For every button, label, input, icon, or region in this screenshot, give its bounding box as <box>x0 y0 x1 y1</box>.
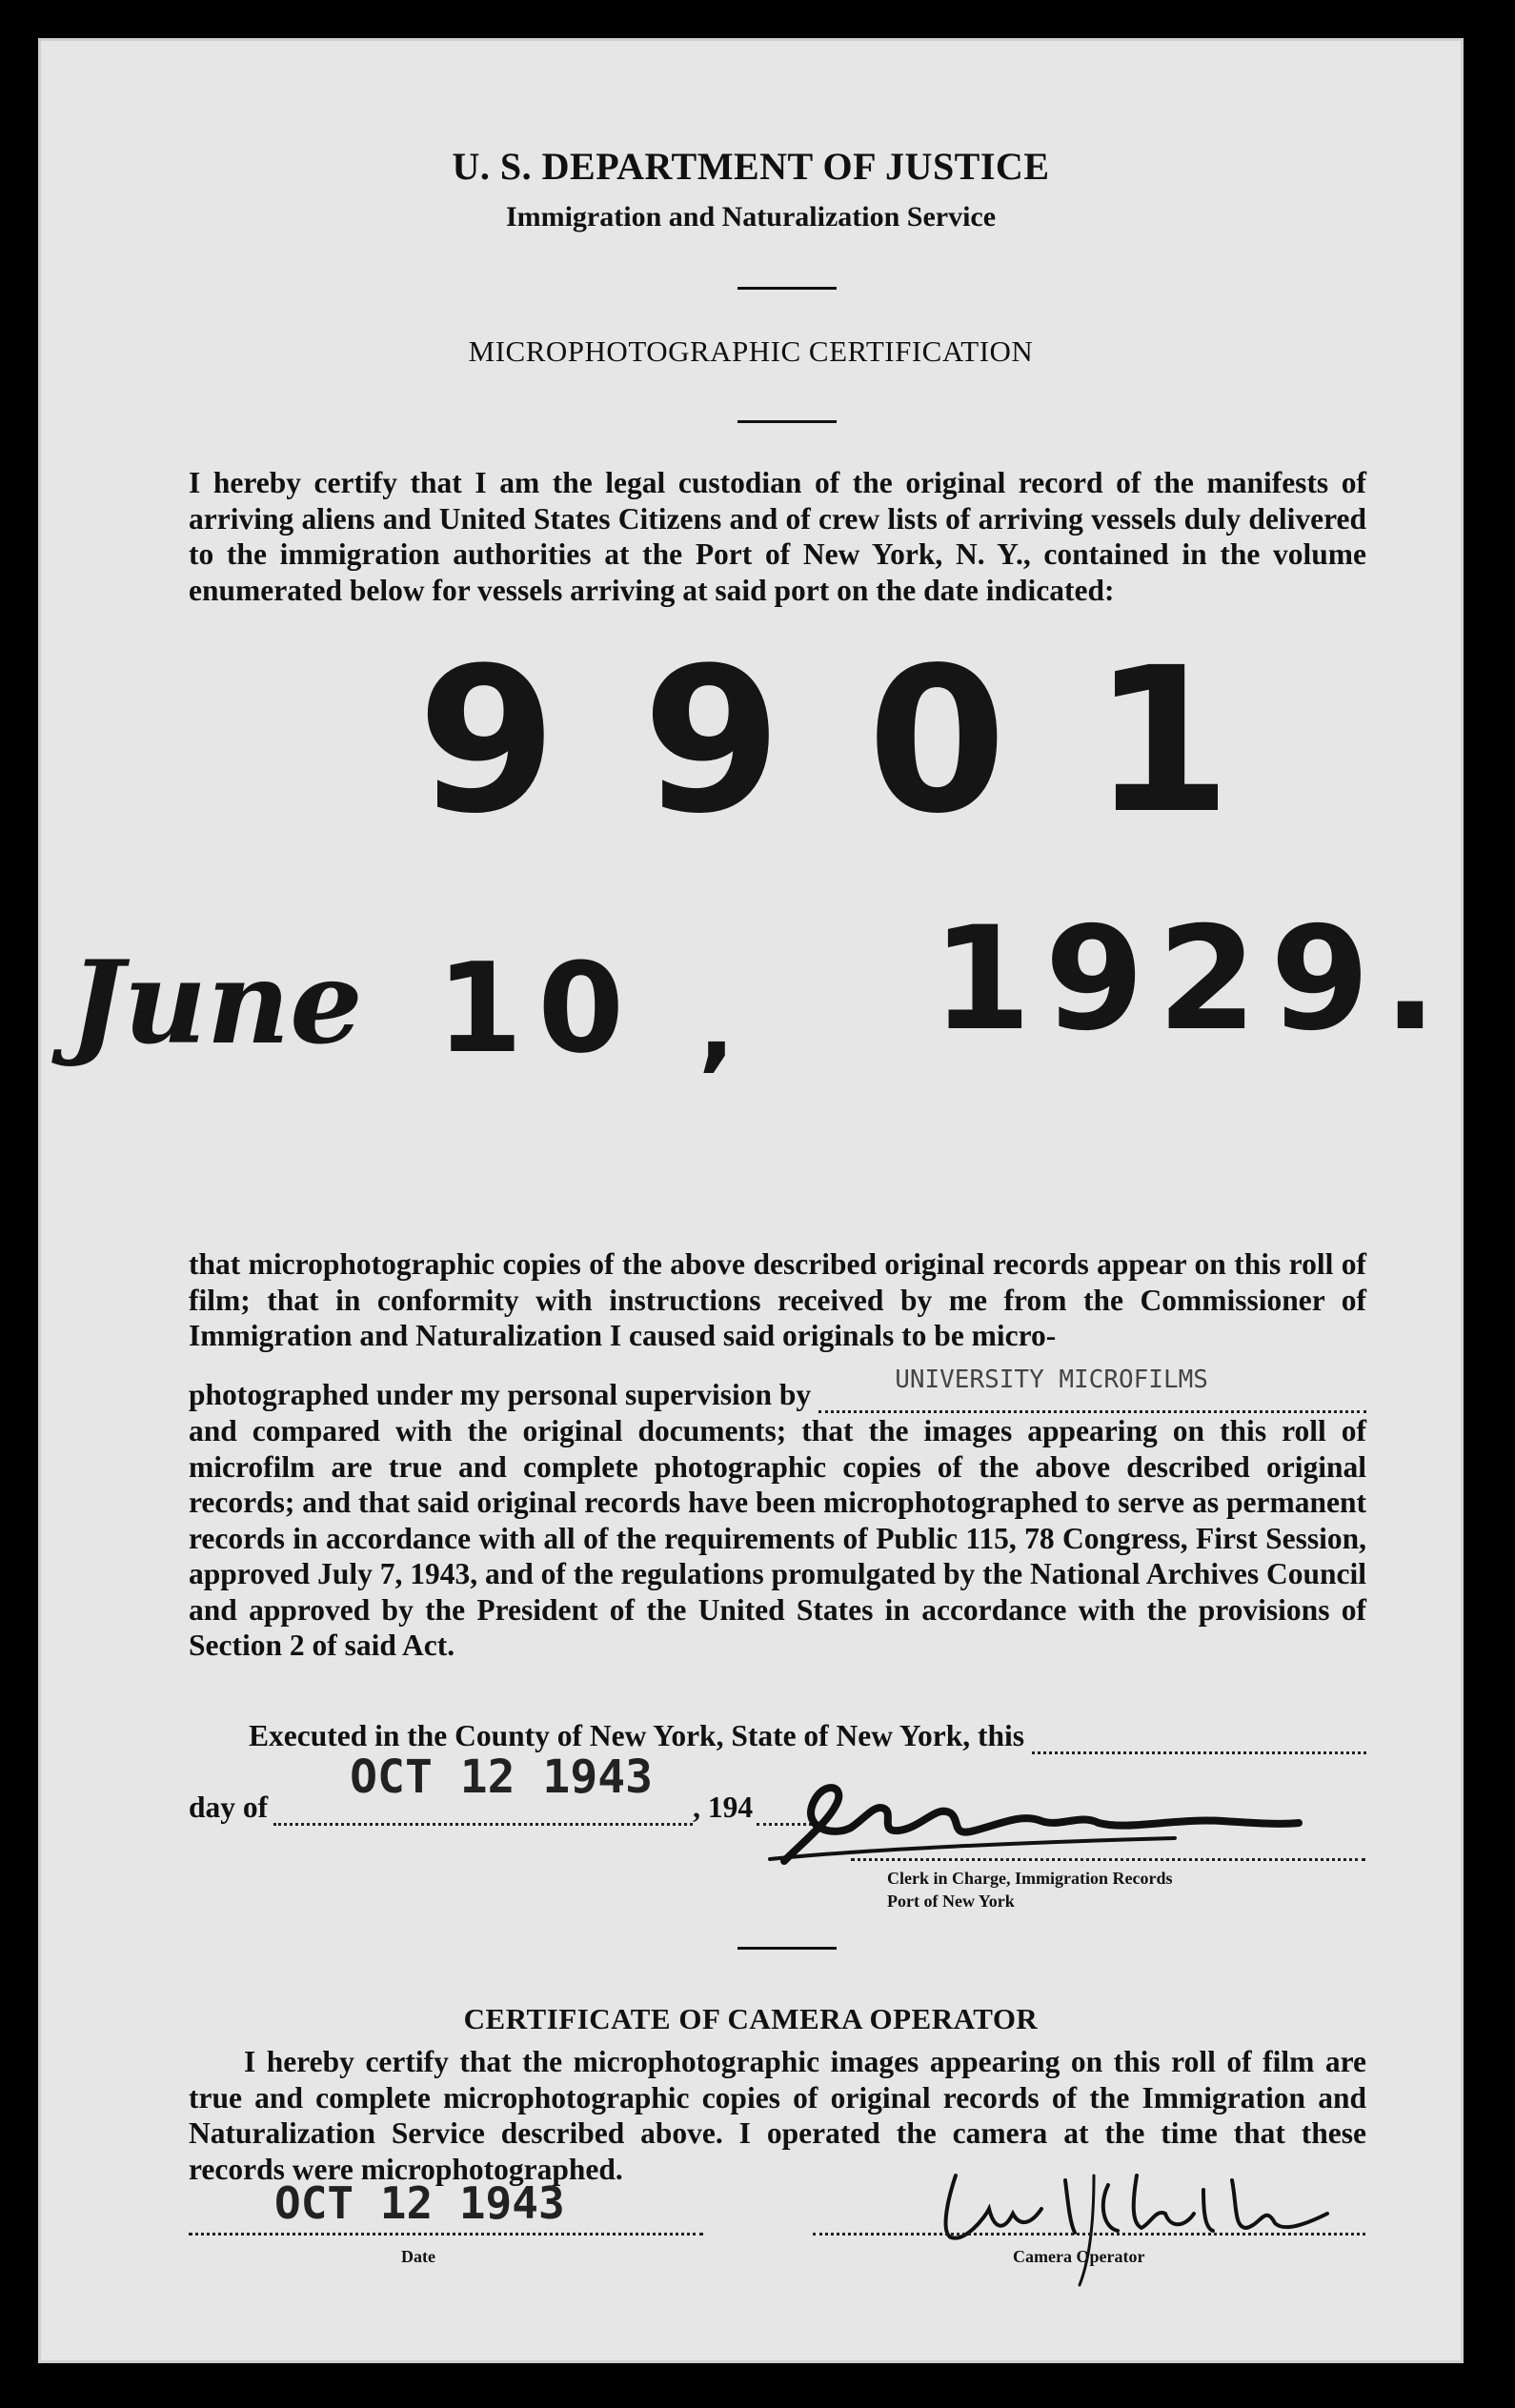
body-paragraph-part2: and compared with the original documents; that the images appearing on this roll of microfilm are true and complete photographic copies of the above described original records; and that said original records have been microphotographed to serve as permanent records in accordance with all of the requirements of Public 115, 78 Congress, First Session, approved July 7, 1943, and of the regulations promulgated by the National Archives Council and approved by the President of the United States in accordance with the provisions of Section 2 of said Act. <box>189 1414 1366 1662</box>
handwritten-year: 1929. <box>932 897 1451 1062</box>
clerk-title-line1: Clerk in Charge, Immigration Records <box>887 1869 1173 1888</box>
clerk-title-line2: Port of New York <box>887 1892 1015 1911</box>
operator-date-stamp: OCT 12 1943 <box>274 2177 565 2229</box>
year-prefix: , 194 <box>693 1791 754 1824</box>
divider-rule-2 <box>737 420 837 423</box>
camera-operator-paragraph: I hereby certify that the microphotographic images appearing on this roll of film are true and complete microphotographic copies of original records of the Immigration and Naturalization Service described above. I operated the camera at the time that these records were microphotographed. <box>189 2045 1366 2186</box>
date-line <box>189 2231 703 2236</box>
executed-text: Executed in the County of New York, State of New York, this <box>249 1719 1025 1752</box>
intro-paragraph: I hereby certify that I am the legal custodian of the original record of the manifests of arriving aliens and United States Citizens and of crew lists of arriving vessels duly delivered to the immigration authorities at the Port of New York, N. Y., contained in the volume enumerated below for vessels arriving at said port on the date indicated: <box>189 466 1366 607</box>
camera-operator-label: Camera Operator <box>1013 2247 1145 2266</box>
supervision-line <box>189 1365 1366 1413</box>
divider-rule-3 <box>737 1947 837 1950</box>
certificate-page <box>38 38 1464 2363</box>
service-subheading: Immigration and Naturalization Service <box>505 201 997 233</box>
handwritten-month: June <box>70 936 363 1070</box>
handwritten-day: 10 <box>436 936 639 1081</box>
execution-date-stamp: OCT 12 1943 <box>350 1750 654 1804</box>
certification-title: MICROPHOTOGRAPHIC CERTIFICATION <box>468 334 1034 368</box>
operator-signature-line <box>813 2231 1365 2236</box>
supervision-prefix: photographed under my personal supervision by <box>189 1378 812 1411</box>
handwritten-comma: , <box>698 971 735 1083</box>
day-of-label: day of <box>189 1791 269 1824</box>
camera-operator-title: CERTIFICATE OF CAMERA OPERATOR <box>463 2002 1039 2035</box>
date-label: Date <box>401 2247 435 2266</box>
divider-rule-1 <box>737 287 837 290</box>
supervisor-typed-name: UNIVERSITY MICROFILMS <box>895 1365 1208 1394</box>
supervisor-fill-line <box>818 1365 1366 1413</box>
handwritten-volume-number: 9901 <box>417 624 1318 858</box>
body-paragraph-part1: that microphotographic copies of the above described original records appear on this roll of film; that in conformity with instructions received by me from the Commissioner of Immigration and Naturalization I caused said originals to be micro- <box>189 1247 1366 1352</box>
operator-signature <box>899 2137 1375 2290</box>
clerk-signature-line <box>851 1856 1365 1861</box>
day-of-blank <box>273 1750 693 1826</box>
department-heading: U. S. DEPARTMENT OF JUSTICE <box>452 145 1050 188</box>
